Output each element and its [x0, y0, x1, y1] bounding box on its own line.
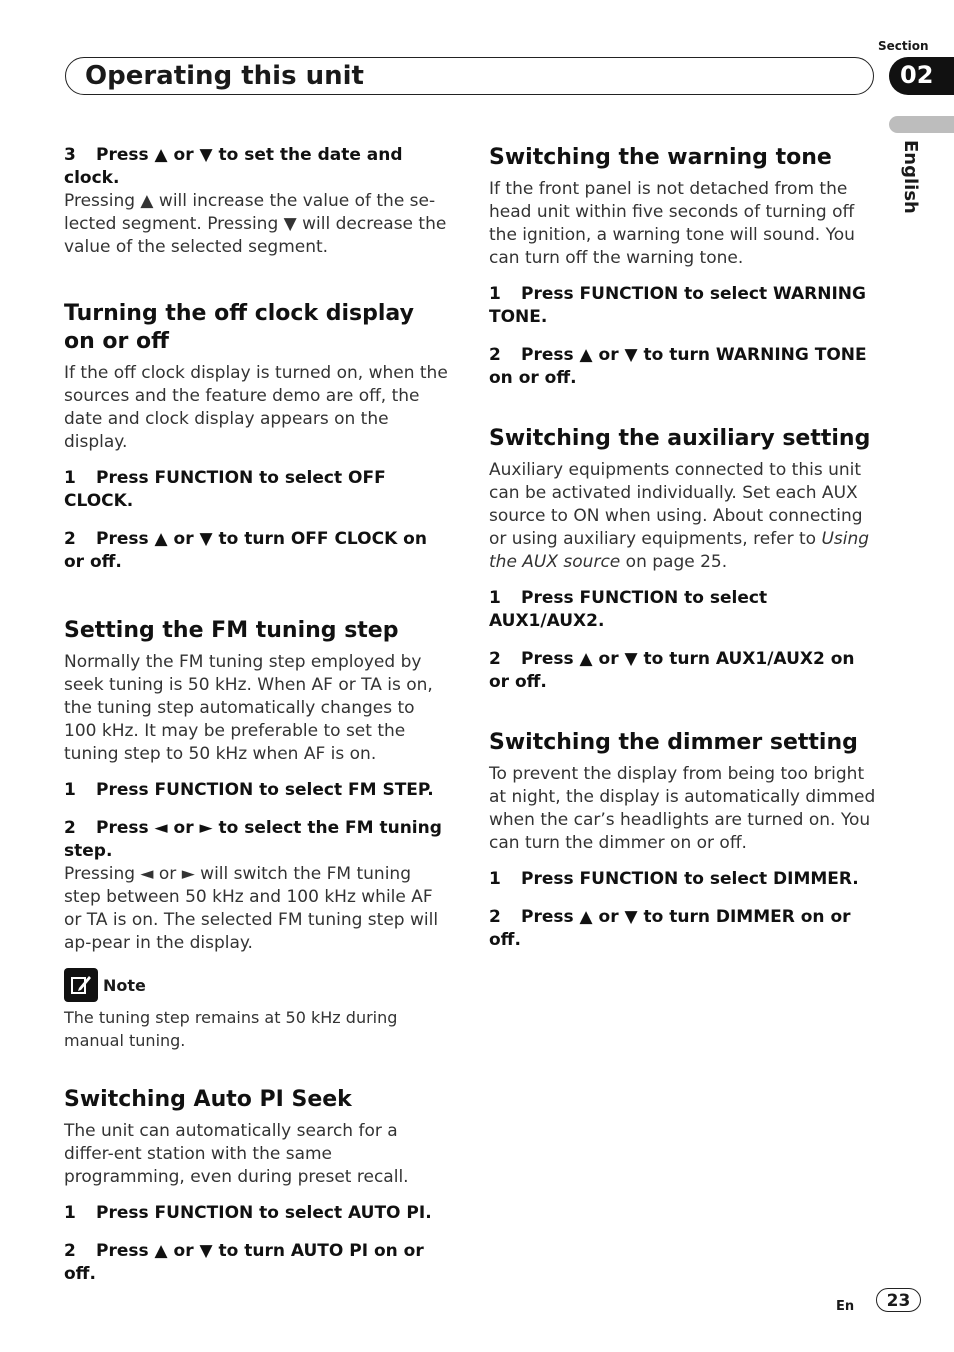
page-title: Operating this unit	[85, 61, 364, 91]
heading-fm-step: Setting the FM tuning step	[64, 618, 399, 643]
body-text: Pressing ▲ will increase the value of the se-lected segment. Pressing ▼ will decrease the value of the selected segment.	[64, 191, 447, 257]
page-reference: Using the AUX source	[489, 529, 870, 572]
step-text: Press ▲ or ▼ to turn AUX1/AUX2 on or off.	[489, 649, 855, 692]
step-auto-pi-toggle	[64, 1240, 452, 1286]
step-text: Press FUNCTION to select DIMMER.	[521, 869, 859, 889]
footer-lang-code: En	[836, 1299, 855, 1314]
page-number-pill	[876, 1288, 921, 1312]
step-number: 2	[64, 1241, 76, 1261]
step-text: Press ◄ or ► to select the FM tuning step.	[64, 818, 442, 861]
step-number: 1	[64, 1203, 76, 1223]
step-warning-select	[489, 283, 877, 329]
note-text: The tuning step remains at 50 kHz during manual tuning.	[64, 1008, 398, 1050]
step-number: 1	[489, 869, 501, 889]
step-number: 2	[64, 818, 76, 838]
note-label: Note	[103, 975, 146, 995]
step-number: 1	[64, 780, 76, 800]
step-aux-select	[489, 587, 877, 633]
heading-auto-pi: Switching Auto PI Seek	[64, 1087, 352, 1112]
step-number: 2	[489, 649, 501, 669]
step-dimmer-select	[489, 868, 877, 891]
section-tab	[889, 57, 954, 95]
step-number: 2	[489, 907, 501, 927]
step-text: Press ▲ or ▼ to turn DIMMER on or off.	[489, 907, 851, 950]
step-text: Press FUNCTION to select AUX1/AUX2.	[489, 588, 768, 631]
step-warning-toggle	[489, 344, 877, 390]
body-text: Normally the FM tuning step employed by seek tuning is 50 kHz. When AF or TA is on, the tuning step automatically changes to 100 kHz. It may be preferable to set the tuning step to 50 kHz when AF is on.	[64, 652, 433, 764]
step-fm-step-select	[64, 779, 452, 802]
step-date-clock	[64, 144, 452, 190]
body-post: on page 25.	[620, 552, 728, 572]
page-number: 23	[886, 1291, 911, 1311]
heading-dimmer: Switching the dimmer setting	[489, 730, 858, 755]
body-pre: Auxiliary equipments connected to this unit can be activated individually. Set each AUX source to ON when using. About connecting or using auxiliary equipments, refer to	[489, 460, 863, 549]
body-text: If the front panel is not detached from the head unit within five seconds of turning off the ignition, a warning tone will sound. You can turn off the warning tone.	[489, 179, 855, 268]
step-text: Press ▲ or ▼ to turn AUTO PI on or off.	[64, 1241, 424, 1284]
heading-off-clock: Turning the off clock display on or off	[64, 301, 414, 354]
heading-warning-tone: Switching the warning tone	[489, 145, 832, 170]
step-text: Press ▲ or ▼ to set the date and clock.	[64, 145, 403, 188]
step-number: 3	[64, 145, 76, 165]
step-off-clock-select	[64, 467, 452, 513]
note-pencil-icon	[64, 968, 98, 1002]
step-text: Press FUNCTION to select AUTO PI.	[96, 1203, 432, 1223]
step-text: Press ▲ or ▼ to turn OFF CLOCK on or off.	[64, 529, 427, 572]
step-text: Press ▲ or ▼ to turn WARNING TONE on or off.	[489, 345, 867, 388]
left-column	[64, 144, 452, 1301]
body-text	[489, 459, 877, 574]
header-bar	[65, 57, 874, 95]
step-text: Press FUNCTION to select OFF CLOCK.	[64, 468, 386, 511]
step-number: 2	[64, 529, 76, 549]
body-text: To prevent the display from being too bright at night, the display is automatically dimmed when the car’s headlights are turned on. You can turn the dimmer on or off.	[489, 764, 876, 853]
language-tab	[889, 116, 954, 133]
section-label: Section	[878, 39, 929, 53]
step-aux-toggle	[489, 648, 877, 694]
step-auto-pi-select	[64, 1202, 452, 1225]
language-label: English	[900, 140, 921, 214]
step-number: 1	[64, 468, 76, 488]
section-number: 02	[900, 61, 934, 89]
body-text: The unit can automatically search for a differ-ent station with the same programming, even during preset recall.	[64, 1121, 409, 1187]
step-off-clock-toggle	[64, 528, 452, 574]
right-column	[489, 144, 877, 967]
step-fm-step-toggle	[64, 817, 452, 863]
note-header	[64, 968, 452, 1002]
step-text: Press FUNCTION to select FM STEP.	[96, 780, 434, 800]
step-number: 1	[489, 284, 501, 304]
body-text: If the off clock display is turned on, when the sources and the feature demo are off, the date and clock display appears on the display.	[64, 363, 448, 452]
step-dimmer-toggle	[489, 906, 877, 952]
step-text: Press FUNCTION to select WARNING TONE.	[489, 284, 866, 327]
step-number: 2	[489, 345, 501, 365]
heading-auxiliary: Switching the auxiliary setting	[489, 426, 871, 451]
body-text: Pressing ◄ or ► will switch the FM tuning step between 50 kHz and 100 kHz while AF or TA is on. The selected FM tuning step will ap-pear in the display.	[64, 864, 439, 953]
step-number: 1	[489, 588, 501, 608]
